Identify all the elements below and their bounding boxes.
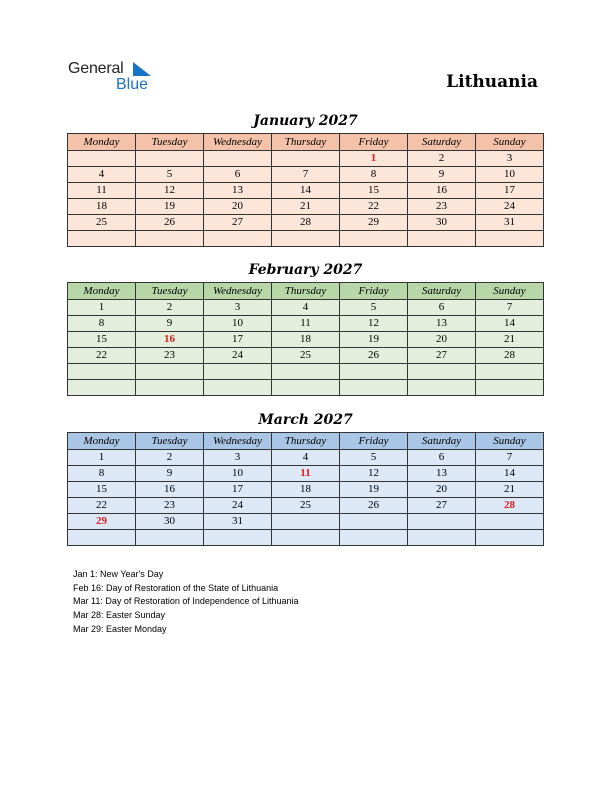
day-cell: 24 (204, 498, 272, 514)
weekday-header-wednesday: Wednesday (204, 134, 272, 151)
day-cell: 2 (136, 300, 204, 316)
day-cell: 25 (272, 348, 340, 364)
weekday-header-monday: Monday (68, 283, 136, 300)
day-cell: 21 (476, 482, 544, 498)
empty-day-cell (136, 364, 204, 380)
day-cell: 16 (136, 332, 204, 348)
week-row (68, 450, 544, 466)
empty-day-cell (68, 380, 136, 396)
logo (68, 60, 168, 96)
day-cell: 7 (272, 167, 340, 183)
day-cell: 27 (408, 348, 476, 364)
holiday-note: Jan 1: New Year's Day (73, 569, 164, 579)
day-cell: 10 (204, 316, 272, 332)
day-cell: 27 (204, 215, 272, 231)
day-cell: 24 (476, 199, 544, 215)
day-cell: 21 (476, 332, 544, 348)
weekday-header-thursday: Thursday (272, 134, 340, 151)
day-cell: 14 (476, 466, 544, 482)
week-row (68, 348, 544, 364)
weekday-header-thursday: Thursday (272, 433, 340, 450)
empty-day-cell (204, 151, 272, 167)
day-cell: 29 (340, 215, 408, 231)
logo-triangle-icon (133, 62, 151, 76)
weekday-header-monday: Monday (68, 433, 136, 450)
day-cell: 24 (204, 348, 272, 364)
day-cell: 18 (272, 332, 340, 348)
week-row (68, 215, 544, 231)
week-row (68, 199, 544, 215)
weekday-header-friday: Friday (340, 283, 408, 300)
empty-day-cell (408, 530, 476, 546)
day-cell: 6 (204, 167, 272, 183)
day-cell: 21 (272, 199, 340, 215)
logo-general-text: General (68, 60, 124, 77)
week-row (68, 498, 544, 514)
week-row (68, 151, 544, 167)
empty-day-cell (68, 364, 136, 380)
holiday-note: Mar 28: Easter Sunday (73, 610, 166, 621)
empty-day-cell (272, 530, 340, 546)
holiday-notes (73, 568, 298, 637)
week-row (68, 364, 544, 380)
weekday-header-row (68, 433, 544, 450)
empty-day-cell (340, 231, 408, 247)
empty-day-cell (476, 231, 544, 247)
day-cell: 5 (340, 300, 408, 316)
empty-day-cell (476, 514, 544, 530)
day-cell: 30 (136, 514, 204, 530)
week-row (68, 316, 544, 332)
day-cell: 16 (136, 482, 204, 498)
day-cell: 18 (272, 482, 340, 498)
empty-day-cell (340, 364, 408, 380)
day-cell: 1 (68, 450, 136, 466)
empty-day-cell (204, 364, 272, 380)
week-row (68, 183, 544, 199)
week-row (68, 231, 544, 247)
empty-day-cell (136, 231, 204, 247)
empty-day-cell (68, 231, 136, 247)
day-cell: 11 (68, 183, 136, 199)
day-cell: 1 (68, 300, 136, 316)
weekday-header-row (68, 283, 544, 300)
day-cell: 19 (340, 332, 408, 348)
empty-day-cell (68, 530, 136, 546)
day-cell: 15 (68, 482, 136, 498)
day-cell: 26 (340, 498, 408, 514)
week-row (68, 466, 544, 482)
week-row (68, 380, 544, 396)
weekday-header-saturday: Saturday (408, 134, 476, 151)
empty-day-cell (340, 514, 408, 530)
weekday-header-friday: Friday (340, 134, 408, 151)
day-cell: 23 (408, 199, 476, 215)
day-cell: 15 (340, 183, 408, 199)
day-cell: 12 (136, 183, 204, 199)
day-cell: 12 (340, 466, 408, 482)
day-cell: 4 (272, 450, 340, 466)
weekday-header-wednesday: Wednesday (204, 433, 272, 450)
empty-day-cell (272, 364, 340, 380)
day-cell: 6 (408, 300, 476, 316)
empty-day-cell (136, 530, 204, 546)
empty-day-cell (272, 514, 340, 530)
day-cell: 17 (204, 332, 272, 348)
day-cell: 16 (408, 183, 476, 199)
empty-day-cell (408, 514, 476, 530)
empty-day-cell (408, 231, 476, 247)
calendar-february (67, 282, 544, 396)
day-cell: 5 (340, 450, 408, 466)
calendar-january (67, 133, 544, 247)
holiday-note: Mar 11: Day of Restoration of Independence of Lithuania (73, 596, 299, 607)
day-cell: 30 (408, 215, 476, 231)
day-cell: 8 (68, 466, 136, 482)
country-title: Lithuania (446, 72, 538, 92)
weekday-header-tuesday: Tuesday (136, 134, 204, 151)
week-row (68, 514, 544, 530)
day-cell: 12 (340, 316, 408, 332)
month-title-january: January 2027 (253, 113, 358, 129)
day-cell: 17 (476, 183, 544, 199)
day-cell: 27 (408, 498, 476, 514)
weekday-header-row (68, 134, 544, 151)
day-cell: 17 (204, 482, 272, 498)
day-cell: 9 (136, 316, 204, 332)
weekday-header-sunday: Sunday (476, 283, 544, 300)
empty-day-cell (68, 151, 136, 167)
day-cell: 26 (340, 348, 408, 364)
day-cell: 25 (272, 498, 340, 514)
day-cell: 8 (340, 167, 408, 183)
day-cell: 31 (204, 514, 272, 530)
week-row (68, 482, 544, 498)
day-cell: 22 (68, 348, 136, 364)
holiday-note: Mar 29: Easter Monday (73, 623, 167, 634)
empty-day-cell (408, 380, 476, 396)
day-cell: 9 (408, 167, 476, 183)
week-row (68, 167, 544, 183)
day-cell: 3 (204, 450, 272, 466)
day-cell: 3 (476, 151, 544, 167)
day-cell: 14 (476, 316, 544, 332)
day-cell: 28 (476, 498, 544, 514)
day-cell: 19 (136, 199, 204, 215)
day-cell: 23 (136, 498, 204, 514)
day-cell: 1 (340, 151, 408, 167)
day-cell: 25 (68, 215, 136, 231)
day-cell: 13 (408, 316, 476, 332)
day-cell: 18 (68, 199, 136, 215)
weekday-header-tuesday: Tuesday (136, 433, 204, 450)
empty-day-cell (272, 231, 340, 247)
empty-day-cell (340, 380, 408, 396)
empty-day-cell (272, 151, 340, 167)
day-cell: 10 (204, 466, 272, 482)
week-row (68, 530, 544, 546)
day-cell: 22 (68, 498, 136, 514)
day-cell: 7 (476, 300, 544, 316)
day-cell: 4 (272, 300, 340, 316)
week-row (68, 300, 544, 316)
day-cell: 26 (136, 215, 204, 231)
day-cell: 13 (204, 183, 272, 199)
empty-day-cell (204, 530, 272, 546)
weekday-header-friday: Friday (340, 433, 408, 450)
week-row (68, 332, 544, 348)
day-cell: 28 (476, 348, 544, 364)
empty-day-cell (476, 380, 544, 396)
day-cell: 4 (68, 167, 136, 183)
empty-day-cell (340, 530, 408, 546)
weekday-header-monday: Monday (68, 134, 136, 151)
day-cell: 9 (136, 466, 204, 482)
day-cell: 2 (408, 151, 476, 167)
day-cell: 2 (136, 450, 204, 466)
day-cell: 14 (272, 183, 340, 199)
weekday-header-wednesday: Wednesday (204, 283, 272, 300)
empty-day-cell (136, 151, 204, 167)
day-cell: 29 (68, 514, 136, 530)
empty-day-cell (408, 364, 476, 380)
month-title-february: February 2027 (248, 262, 363, 278)
day-cell: 8 (68, 316, 136, 332)
day-cell: 28 (272, 215, 340, 231)
empty-day-cell (476, 530, 544, 546)
weekday-header-saturday: Saturday (408, 433, 476, 450)
day-cell: 11 (272, 466, 340, 482)
weekday-header-sunday: Sunday (476, 134, 544, 151)
weekday-header-thursday: Thursday (272, 283, 340, 300)
day-cell: 5 (136, 167, 204, 183)
day-cell: 20 (204, 199, 272, 215)
day-cell: 3 (204, 300, 272, 316)
calendar-march (67, 432, 544, 546)
empty-day-cell (272, 380, 340, 396)
weekday-header-sunday: Sunday (476, 433, 544, 450)
day-cell: 13 (408, 466, 476, 482)
day-cell: 7 (476, 450, 544, 466)
day-cell: 11 (272, 316, 340, 332)
weekday-header-saturday: Saturday (408, 283, 476, 300)
day-cell: 20 (408, 482, 476, 498)
empty-day-cell (476, 364, 544, 380)
empty-day-cell (136, 380, 204, 396)
day-cell: 22 (340, 199, 408, 215)
holiday-note: Feb 16: Day of Restoration of the State of Lithuania (73, 582, 279, 593)
day-cell: 31 (476, 215, 544, 231)
day-cell: 20 (408, 332, 476, 348)
logo-blue-text: Blue (116, 76, 149, 93)
empty-day-cell (204, 231, 272, 247)
month-title-march: March 2027 (258, 412, 353, 428)
empty-day-cell (204, 380, 272, 396)
day-cell: 19 (340, 482, 408, 498)
day-cell: 15 (68, 332, 136, 348)
day-cell: 6 (408, 450, 476, 466)
weekday-header-tuesday: Tuesday (136, 283, 204, 300)
day-cell: 23 (136, 348, 204, 364)
day-cell: 10 (476, 167, 544, 183)
